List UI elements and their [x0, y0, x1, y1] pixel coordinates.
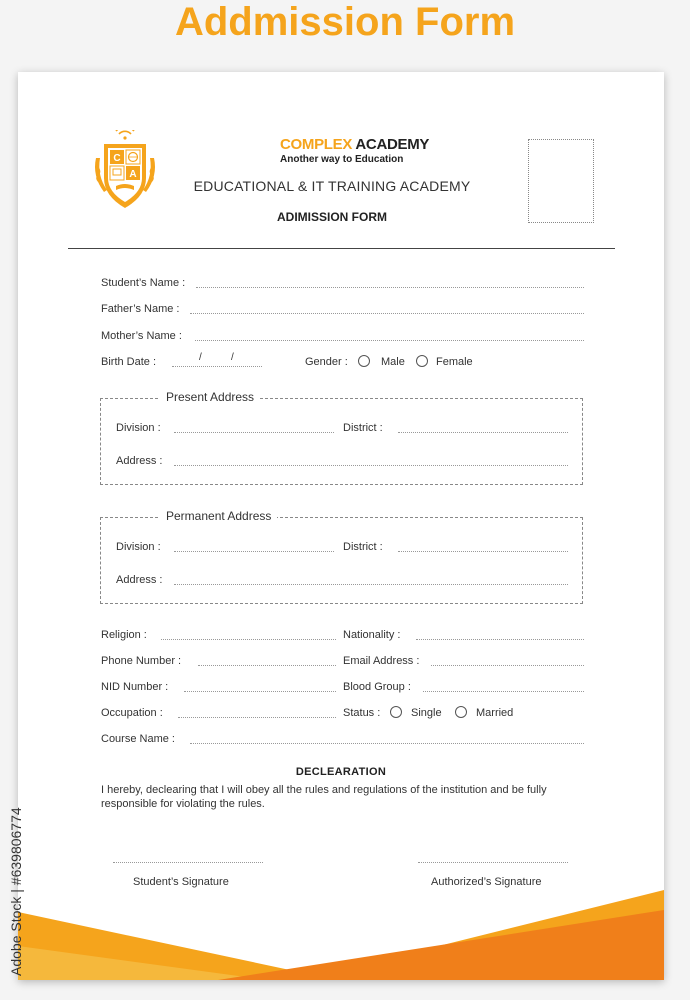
logo-letter-c: C — [113, 153, 121, 164]
phone-number-label: Phone Number : — [101, 655, 182, 667]
birth-date-label: Birth Date : — [101, 356, 157, 368]
female-radio[interactable] — [416, 355, 428, 367]
date-separator-1: / — [199, 352, 202, 363]
religion-field[interactable] — [161, 639, 336, 640]
student-name-label: Student’s Name : — [101, 277, 186, 289]
email-address-field[interactable] — [431, 665, 584, 666]
religion-label: Religion : — [101, 629, 147, 641]
date-separator-2: / — [231, 352, 234, 363]
logo-letter-a: A — [129, 169, 137, 180]
header-divider — [68, 248, 615, 249]
present-address-title: Present Address — [160, 390, 260, 404]
single-label: Single — [411, 707, 442, 719]
permanent-division-field[interactable] — [174, 551, 334, 552]
page-title: Addmission Form — [174, 0, 516, 44]
permanent-address-box — [100, 517, 583, 604]
brand-name-part1: COMPLEX — [280, 136, 353, 153]
present-district-label: District : — [343, 422, 383, 434]
email-address-label: Email Address : — [343, 655, 420, 667]
organization-name: EDUCATIONAL & IT TRAINING ACADEMY — [193, 178, 471, 194]
admission-form-sheet — [18, 72, 664, 980]
present-address-box — [100, 398, 583, 485]
blood-group-label: Blood Group : — [343, 681, 411, 693]
authorized-signature-label: Authorized’s Signature — [431, 876, 542, 888]
permanent-district-label: District : — [343, 541, 383, 553]
student-signature-label: Student’s Signature — [133, 876, 229, 888]
permanent-division-label: Division : — [116, 541, 161, 553]
permanent-district-field[interactable] — [398, 551, 568, 552]
present-division-label: Division : — [116, 422, 161, 434]
gender-label: Gender : — [305, 356, 348, 368]
female-label: Female — [436, 356, 473, 368]
father-name-field[interactable] — [190, 313, 584, 314]
permanent-address-field[interactable] — [174, 584, 568, 585]
brand-name-part2: ACADEMY — [355, 136, 430, 153]
father-name-label: Father’s Name : — [101, 303, 180, 315]
nationality-label: Nationality : — [343, 629, 401, 641]
course-name-field[interactable] — [190, 743, 584, 744]
authorized-signature-line[interactable] — [418, 862, 568, 863]
occupation-field[interactable] — [178, 717, 336, 718]
phone-number-field[interactable] — [198, 665, 336, 666]
student-signature-line[interactable] — [113, 862, 263, 863]
married-label: Married — [476, 707, 514, 719]
blood-group-field[interactable] — [423, 691, 584, 692]
nid-number-field[interactable] — [184, 691, 336, 692]
footer-decoration — [18, 886, 664, 980]
form-title: ADIMISSION FORM — [277, 210, 387, 224]
present-address-field[interactable] — [174, 465, 568, 466]
mother-name-field[interactable] — [195, 340, 584, 341]
occupation-label: Occupation : — [101, 707, 163, 719]
brand-block — [280, 136, 429, 165]
course-name-label: Course Name : — [101, 733, 175, 745]
present-district-field[interactable] — [398, 432, 568, 433]
stock-id-label — [6, 756, 30, 976]
mother-name-label: Mother’s Name : — [101, 330, 182, 342]
photo-box[interactable] — [528, 139, 594, 223]
academy-logo-icon — [90, 130, 160, 216]
declaration-text: I hereby, declearing that I will obey all the rules and regulations of the institution and be fully responsible for violating the rules. — [101, 784, 547, 810]
married-radio[interactable] — [455, 706, 467, 718]
single-radio[interactable] — [390, 706, 402, 718]
stock-id-text: Adobe Stock | #639806774 — [8, 807, 24, 976]
declaration-title: DECLEARATION — [295, 766, 387, 778]
permanent-address-title: Permanent Address — [160, 509, 277, 523]
permanent-address-label: Address : — [116, 574, 163, 586]
nid-number-label: NID Number : — [101, 681, 169, 693]
present-address-label: Address : — [116, 455, 163, 467]
birth-date-field[interactable] — [172, 366, 262, 367]
male-radio[interactable] — [358, 355, 370, 367]
brand-tagline: Another way to Education — [280, 154, 404, 165]
present-division-field[interactable] — [174, 432, 334, 433]
brand-name — [280, 136, 429, 153]
nationality-field[interactable] — [416, 639, 584, 640]
male-label: Male — [381, 356, 405, 368]
student-name-field[interactable] — [196, 287, 584, 288]
status-label: Status : — [343, 707, 381, 719]
